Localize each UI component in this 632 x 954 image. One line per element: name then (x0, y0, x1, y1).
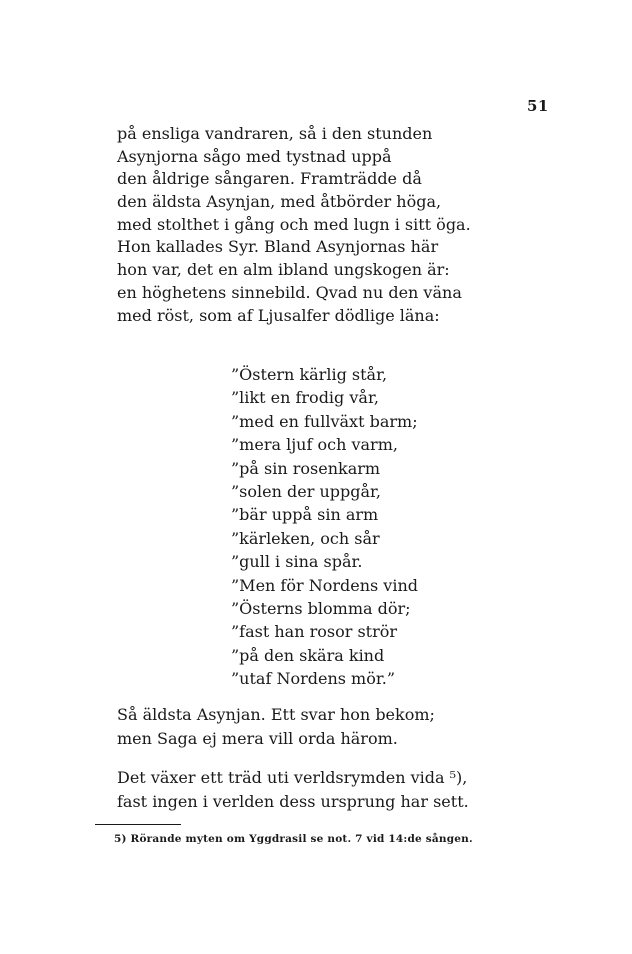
verse-line: en höghetens sinnebild. Qvad nu den väna (117, 282, 462, 302)
verse-line: Asynjorna sågo med tystnad uppå (117, 146, 392, 166)
footnote-divider (95, 824, 181, 825)
song-line: ”med en fullväxt barm; (231, 411, 418, 431)
verse-line: men Saga ej mera vill orda härom. (117, 729, 398, 748)
song-line: ”utaf Nordens mör.” (231, 669, 396, 689)
footnote: 5) Rörande myten om Yggdrasil se not. 7 vid 14:de sången. (114, 833, 473, 845)
song-line: ”bär uppå sin arm (231, 505, 379, 525)
verse-line: med röst, som af Ljusalfer dödlige läna: (117, 305, 440, 325)
song-line: ”Österns blomma dör; (231, 598, 411, 618)
verse-line: Hon kallades Syr. Bland Asynjornas här (117, 237, 439, 257)
song-line: ”på den skära kind (231, 645, 385, 665)
song-line: ”på sin rosenkarm (231, 458, 381, 478)
song-line: ”Men för Nordens vind (231, 575, 419, 595)
narrative-stanza-2 (117, 703, 435, 751)
verse-line: med stolthet i gång och med lugn i sitt öga. (117, 214, 471, 234)
verse-line: hon var, det en alm ibland ungskogen är: (117, 260, 450, 280)
song-line: ”Östern kärlig står, (231, 365, 388, 384)
song-of-syr (231, 363, 418, 690)
verse-line: på ensliga vandraren, så i den stunden (117, 124, 433, 143)
verse-line: den äldsta Asynjan, med åtbörder höga, (117, 192, 442, 212)
song-line: ”mera ljuf och varm, (231, 435, 398, 455)
verse-line: Det växer ett träd uti verldsrymden vida ⁵), (117, 768, 468, 787)
verse-line: fast ingen i verlden dess ursprung har sett. (117, 792, 469, 811)
verse-line: den åldrige sångaren. Framträdde då (117, 169, 422, 189)
page-number: 51 (527, 97, 549, 115)
song-line: ”solen der uppgår, (231, 481, 381, 501)
song-line: ”likt en frodig vår, (231, 388, 379, 408)
song-line: ”gull i sina spår. (231, 552, 363, 572)
narrative-stanza-1 (117, 123, 471, 327)
song-line: ”kärleken, och sår (231, 528, 380, 548)
narrative-stanza-3 (117, 766, 469, 814)
verse-line: Så äldsta Asynjan. Ett svar hon bekom; (117, 705, 435, 724)
song-line: ”fast han rosor strör (231, 622, 398, 642)
